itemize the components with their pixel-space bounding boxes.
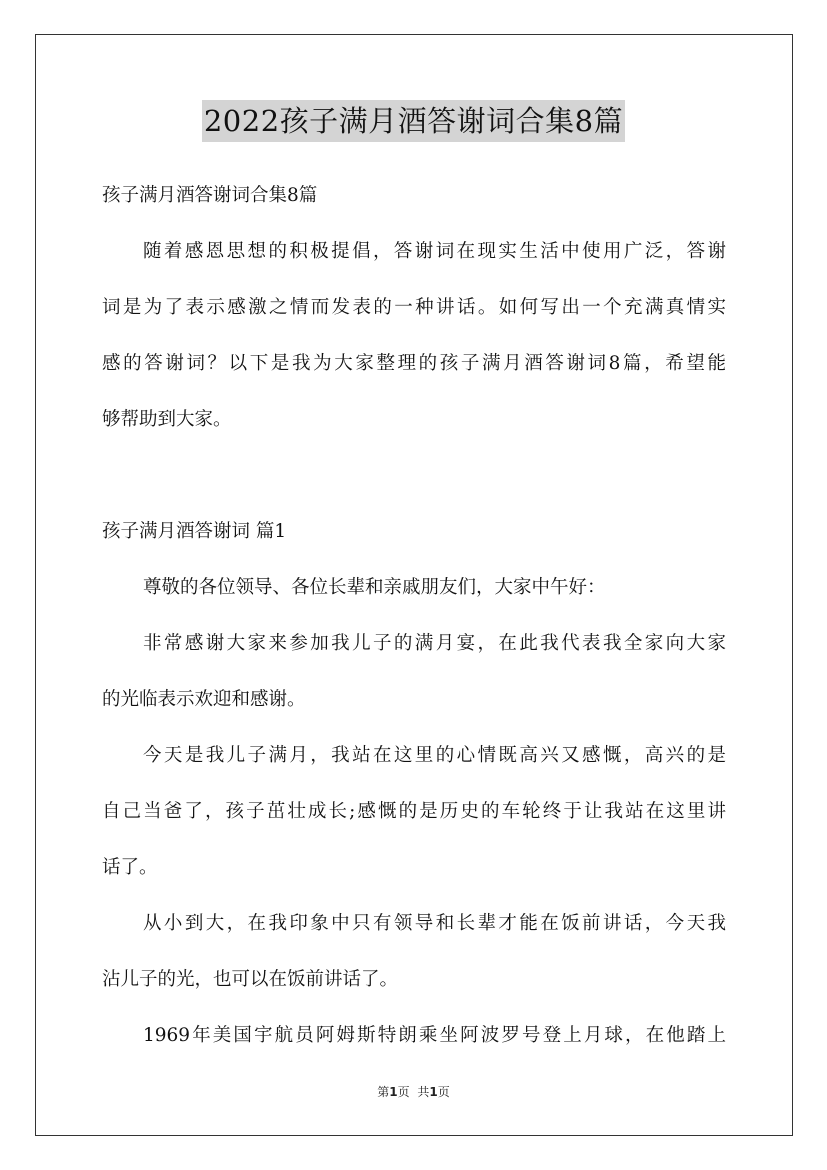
page-number: 1	[389, 1085, 398, 1099]
total-pages: 1	[429, 1085, 438, 1099]
paragraph-line: 沾儿子的光，也可以在饭前讲话了。	[102, 969, 399, 990]
title-container	[0, 100, 827, 142]
paragraph-line: 尊敬的各位领导、各位长辈和亲戚朋友们，大家中午好：	[143, 577, 606, 598]
paragraph-line: 自己当爸了，孩子茁壮成长;感慨的是历史的车轮终于让我站在这里讲	[102, 801, 726, 822]
section-heading: 孩子满月酒答谢词 篇1	[102, 521, 287, 542]
paragraph-line: 的光临表示欢迎和感谢。	[102, 689, 306, 710]
paragraph-line: 感的答谢词？以下是我为大家整理的孩子满月酒答谢词8篇，希望能	[102, 353, 726, 374]
paragraph-line: 话了。	[102, 857, 158, 878]
document-body	[102, 168, 726, 1064]
document-title: 2022孩子满月酒答谢词合集8篇	[202, 100, 625, 142]
total-suffix: 页	[437, 1085, 450, 1099]
paragraph-line: 随着感恩思想的积极提倡，答谢词在现实生活中使用广泛，答谢	[143, 241, 726, 262]
total-prefix: 共	[417, 1085, 430, 1099]
page-prefix: 第	[377, 1085, 390, 1099]
page-suffix: 页	[397, 1085, 410, 1099]
blank-line	[102, 448, 726, 504]
paragraph-line: 够帮助到大家。	[102, 409, 232, 430]
subtitle-line: 孩子满月酒答谢词合集8篇	[102, 185, 318, 206]
paragraph-line: 非常感谢大家来参加我儿子的满月宴，在此我代表我全家向大家	[143, 633, 726, 654]
paragraph-line: 从小到大，在我印象中只有领导和长辈才能在饭前讲话，今天我	[143, 913, 726, 934]
paragraph-line: 1969年美国宇航员阿姆斯特朗乘坐阿波罗号登上月球，在他踏上	[143, 1025, 726, 1046]
paragraph-line: 词是为了表示感激之情而发表的一种讲话。如何写出一个充满真情实	[102, 297, 726, 318]
page-footer	[0, 1083, 827, 1100]
paragraph-line: 今天是我儿子满月，我站在这里的心情既高兴又感慨，高兴的是	[143, 745, 726, 766]
